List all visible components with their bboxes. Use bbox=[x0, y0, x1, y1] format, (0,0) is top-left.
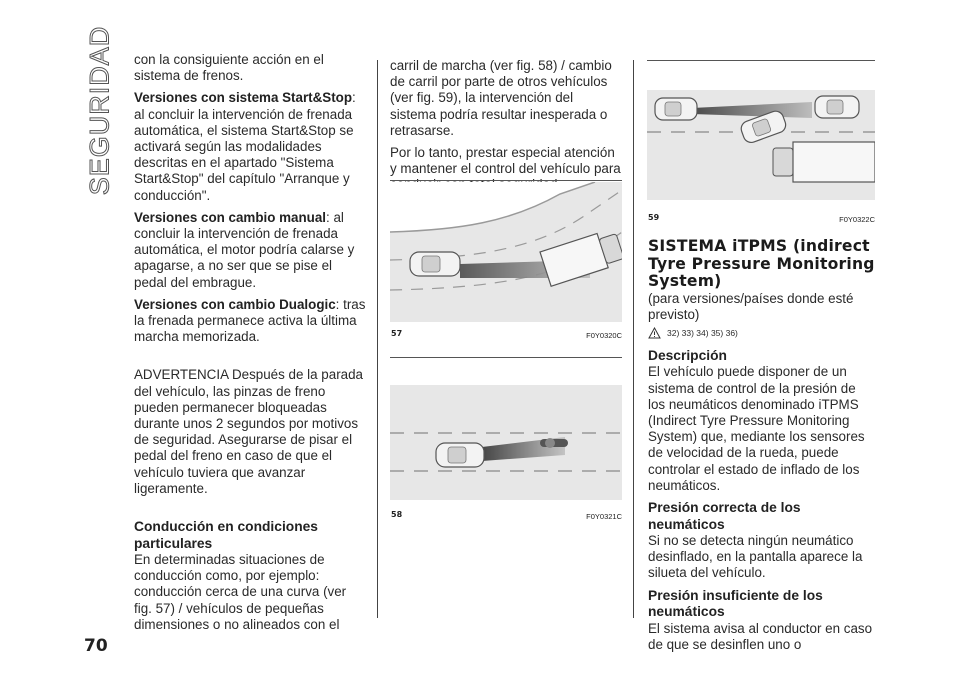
column-divider bbox=[633, 60, 634, 618]
section-title: SEGURIDAD bbox=[84, 25, 115, 195]
inline-heading: Versiones con cambio manual bbox=[134, 209, 326, 225]
paragraph-text: : al concluir la intervención de frenada automática, el motor podría calarse y apagarse, a no ser que se pise el pedal del embrague. bbox=[134, 209, 355, 290]
paragraph: El sistema avisa al conductor en caso de que se desinflen uno o bbox=[648, 620, 873, 652]
itpms-heading: SISTEMA iTPMS (indirect Tyre Pressure Monitoring System) bbox=[648, 237, 875, 290]
figure-58-illustration bbox=[390, 385, 622, 500]
figure-code: F0Y0321C bbox=[586, 512, 622, 521]
references-text: 32) 33) 34) 35) 36) bbox=[667, 327, 738, 338]
column-3 bbox=[648, 238, 876, 653]
paragraph: (para versiones/países donde esté previsto) bbox=[648, 290, 854, 322]
figure-code: F0Y0322C bbox=[839, 215, 875, 224]
figure-number: 57 bbox=[391, 329, 403, 338]
inline-heading: Versiones con sistema Start&Stop bbox=[134, 90, 353, 106]
warning-paragraph: ADVERTENCIA Después de la parada del vehículo, las pinzas de freno pueden permanecer bloqueadas durante unos 2 segundos por motivos de seguridad. Asegurarse de pisar el pedal del freno en caso de que el vehículo tuviera que avanzar ligeramente. bbox=[134, 367, 364, 496]
paragraph-manual bbox=[134, 210, 366, 291]
paragraph-text: : tras la frenada permanece activa la última marcha memorizada. bbox=[134, 296, 366, 345]
figure-number: 59 bbox=[648, 213, 660, 222]
figure-number: 58 bbox=[391, 510, 403, 519]
section-heading: Presión correcta de los neumáticos bbox=[648, 500, 801, 532]
paragraph-startstop bbox=[134, 90, 366, 203]
paragraph: Por lo tanto, prestar especial atención y mantener el control del vehículo para bbox=[390, 145, 621, 177]
warning-references bbox=[648, 326, 876, 340]
paragraph: con la consiguiente acción en el sistema de frenos. bbox=[134, 52, 324, 84]
warning-triangle-icon bbox=[648, 327, 661, 339]
paragraph: Si no se detecta ningún neumático desinflado, en la pantalla aparece la silueta del vehículo. bbox=[648, 533, 863, 581]
figure-57-illustration bbox=[390, 182, 622, 322]
column-divider bbox=[377, 60, 378, 618]
page-number: 70 bbox=[84, 636, 108, 656]
figure-59-illustration bbox=[647, 90, 875, 200]
paragraph-dualogic bbox=[134, 297, 366, 346]
paragraph: En determinadas situaciones de conducción como, por ejemplo: conducción cerca de una curva (ver fig. 57) / vehículos de pequeñas dimensiones o no alineados con el bbox=[134, 552, 347, 632]
column-2 bbox=[390, 58, 622, 194]
section-heading: Descripción bbox=[648, 347, 727, 363]
column-1 bbox=[134, 52, 366, 633]
figure-top-rule bbox=[390, 180, 622, 181]
paragraph: carril de marcha (ver fig. 58) / cambio de carril por parte de otros vehículos (ver fig. 59), la intervención del sistema podría resultar inesperada o retrasarse. bbox=[390, 58, 612, 138]
inline-heading: Versiones con cambio Dualogic bbox=[134, 296, 336, 312]
section-heading: Conducción en condiciones particulares bbox=[134, 519, 318, 551]
figure-code: F0Y0320C bbox=[586, 331, 622, 340]
section-heading: Presión insuficiente de los neumáticos bbox=[648, 587, 823, 620]
paragraph: El vehículo puede disponer de un sistema de control de la presión de los neumáticos denominado iTPMS (Indirect Tyre Pressure Monitoring System) que, mediante los sensores de velocidad de la rueda, puede controlar el estado de inflado de los neumáticos. bbox=[648, 364, 865, 493]
paragraph-text: : al concluir la intervención de frenada automática, el sistema Start&Stop se activará según las modalidades descritas en el apartado "Sistema Start&Stop" del capítulo "Arranque y conducción". bbox=[134, 90, 356, 203]
figure-top-rule bbox=[647, 60, 875, 61]
figure-top-rule bbox=[390, 357, 622, 358]
